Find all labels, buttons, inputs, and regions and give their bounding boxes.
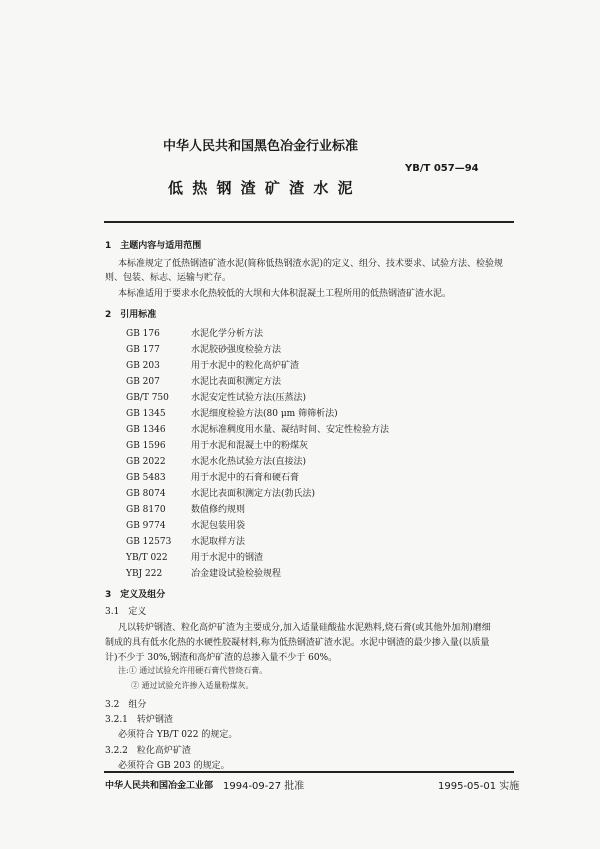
ref-title: 水泥比表面积测定方法(勃氏法)	[191, 489, 316, 499]
section-3-1-line3: 计)不少于 30%,钢渣和高炉矿渣的总掺入量不少于 60%。	[105, 653, 338, 663]
ref-standard-item	[126, 502, 245, 515]
ref-title: 水泥化学分析方法	[191, 329, 264, 339]
approval-date: 1994-09-27 批准	[223, 781, 305, 792]
ref-code: GB 203	[126, 361, 160, 371]
ref-code: GB 207	[126, 377, 160, 387]
ref-title: 水泥标准稠度用水量、凝结时间、安定性检验方法	[191, 425, 390, 435]
ref-standard-item	[126, 406, 338, 419]
ref-title: 水泥安定性试验方法(压蒸法)	[191, 393, 307, 403]
ref-code: GB 1345	[126, 409, 166, 419]
ref-standard-item	[126, 518, 245, 531]
page-title: 低 热 钢 渣 矿 渣 水 泥	[168, 179, 355, 197]
ref-code: GB 177	[126, 345, 160, 355]
section-1-para1-line1: 本标准规定了低热钢渣矿渣水泥(简称低热钢渣水泥)的定义、组分、技术要求、试验方法、检验规	[118, 259, 504, 269]
section-3-1-line1: 凡以转炉钢渣、粒化高炉矿渣为主要成分,加入适量硅酸盐水泥熟料,烧石膏(或其他外加剂)磨细	[118, 623, 491, 633]
ref-code: GB 1346	[126, 425, 166, 435]
ref-code: GB 8170	[126, 505, 166, 515]
ref-code: GB 2022	[126, 457, 166, 467]
ref-title: 用于水泥中的钢渣	[191, 553, 264, 563]
ref-standard-item	[126, 534, 245, 547]
ref-standard-item	[126, 374, 281, 387]
section-3-1-line2: 制成的具有低水化热的水硬性胶凝材料,称为低热钢渣矿渣水泥。水泥中钢渣的最少掺入量(以质量	[105, 638, 490, 648]
section-1-heading: 1 主题内容与适用范围	[105, 241, 202, 251]
ref-standard-item	[126, 342, 281, 355]
ref-title: 数值修约规则	[191, 505, 246, 515]
ref-title: 用于水泥中的粒化高炉矿渣	[191, 361, 300, 371]
ref-title: 用于水泥中的石膏和硬石膏	[191, 473, 300, 483]
ref-standard-item	[126, 358, 299, 371]
ref-title: 冶金建设试验检验规程	[191, 569, 282, 579]
standard-number: YB/T 057—94	[405, 163, 479, 174]
note-1: 注:① 通过试验允许用硬石膏代替烧石膏。	[118, 666, 268, 675]
section-3-2-1-heading: 3.2.1 转炉钢渣	[105, 715, 173, 725]
section-3-2-1-text: 必须符合 YB/T 022 的规定。	[118, 730, 238, 740]
section-3-heading: 3 定义及组分	[105, 590, 166, 600]
ref-standard-item	[126, 422, 389, 435]
ref-standard-item	[126, 326, 263, 339]
ref-standard-item	[126, 438, 308, 451]
issuing-authority: 中华人民共和国冶金工业部	[105, 781, 214, 791]
title-divider	[104, 221, 514, 223]
ref-standard-item	[126, 486, 315, 499]
section-3-2-2-heading: 3.2.2 粒化高炉矿渣	[105, 746, 191, 756]
ref-standard-item	[126, 454, 306, 467]
ref-title: 水泥取样方法	[191, 537, 246, 547]
ref-title: 用于水泥和混凝土中的粉煤灰	[191, 441, 309, 451]
ref-code: GB 8074	[126, 489, 166, 499]
ref-standard-item	[126, 566, 281, 579]
ref-title: 水泥包装用袋	[191, 521, 246, 531]
section-3-1-heading: 3.1 定义	[105, 607, 147, 617]
ref-title: 水泥比表面积测定方法	[191, 377, 282, 387]
ref-standard-item	[126, 470, 299, 483]
note-2: ② 通过试验允许掺入适量粉煤灰。	[131, 681, 254, 690]
ref-code: GB 1596	[126, 441, 166, 451]
ref-title: 水泥细度检验方法(80 μm 筛筛析法)	[191, 409, 338, 419]
section-3-2-heading: 3.2 组分	[105, 700, 147, 710]
footer-divider	[104, 771, 514, 773]
ref-title: 水泥胶砂强度检验方法	[191, 345, 282, 355]
ref-code: GB 12573	[126, 537, 172, 547]
ref-code: GB 9774	[126, 521, 166, 531]
ref-standard-item	[126, 550, 263, 563]
ref-code: GB 5483	[126, 473, 166, 483]
ref-code: YBJ 222	[126, 569, 163, 579]
standard-body: 中华人民共和国黑色冶金行业标准	[163, 139, 359, 154]
section-1-para1-line2: 则、包装、标志、运输与贮存。	[105, 273, 232, 283]
implementation-date: 1995-05-01 实施	[438, 781, 520, 792]
ref-title: 水泥水化热试验方法(直接法)	[191, 457, 307, 467]
ref-standard-item	[126, 390, 306, 403]
section-3-2-2-text: 必须符合 GB 203 的规定。	[118, 761, 230, 771]
section-1-para2: 本标准适用于要求水化热较低的大坝和大体积混凝土工程所用的低热钢渣矿渣水泥。	[118, 289, 452, 299]
ref-code: YB/T 022	[126, 553, 168, 563]
ref-code: GB 176	[126, 329, 160, 339]
ref-code: GB/T 750	[126, 393, 169, 403]
section-2-heading: 2 引用标准	[105, 310, 157, 320]
